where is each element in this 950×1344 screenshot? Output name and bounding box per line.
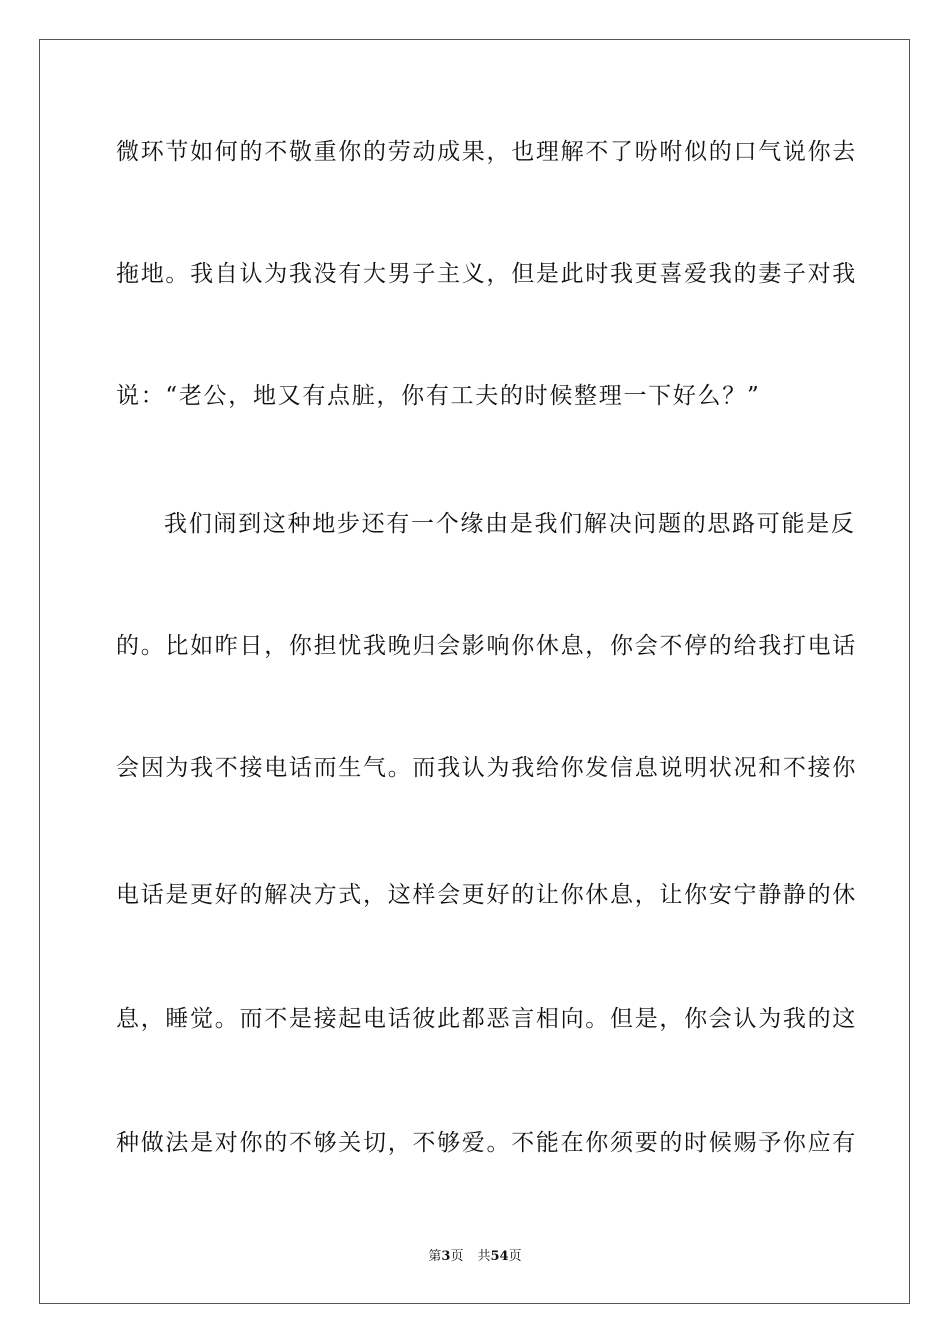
body-text-line: 的。比如昨日，你担忧我晚归会影响你休息，你会不停的给我打电话 — [116, 633, 857, 659]
page-number-footer — [0, 1248, 950, 1266]
current-page-number: 3 — [441, 1249, 451, 1264]
page-suffix: 页 — [450, 1249, 464, 1264]
body-text-line: 微环节如何的不敬重你的劳动成果，也理解不了吩咐似的口气说你去 — [116, 139, 857, 165]
body-text-line: 会因为我不接电话而生气。而我认为我给你发信息说明状况和不接你 — [116, 755, 857, 781]
body-text-line: 种做法是对你的不够关切，不够爱。不能在你须要的时候赐予你应有 — [116, 1130, 857, 1156]
total-prefix: 共 — [477, 1249, 491, 1264]
paragraph-start-line: 我们闹到这种地步还有一个缘由是我们解决问题的思路可能是反 — [164, 511, 856, 537]
body-text-line: 息，睡觉。而不是接起电话彼此都恶言相向。但是，你会认为我的这 — [116, 1006, 857, 1032]
page-prefix: 第 — [428, 1249, 442, 1264]
body-text-line: 电话是更好的解决方式，这样会更好的让你休息，让你安宁静静的休 — [116, 882, 857, 908]
total-pages-number: 54 — [490, 1249, 509, 1264]
body-text-line: 说：“老公，地又有点脏，你有工夫的时候整理一下好么？” — [116, 383, 761, 409]
total-suffix: 页 — [508, 1249, 522, 1264]
body-text-line: 拖地。我自认为我没有大男子主义，但是此时我更喜爱我的妻子对我 — [116, 261, 857, 287]
page-border — [39, 39, 910, 1304]
